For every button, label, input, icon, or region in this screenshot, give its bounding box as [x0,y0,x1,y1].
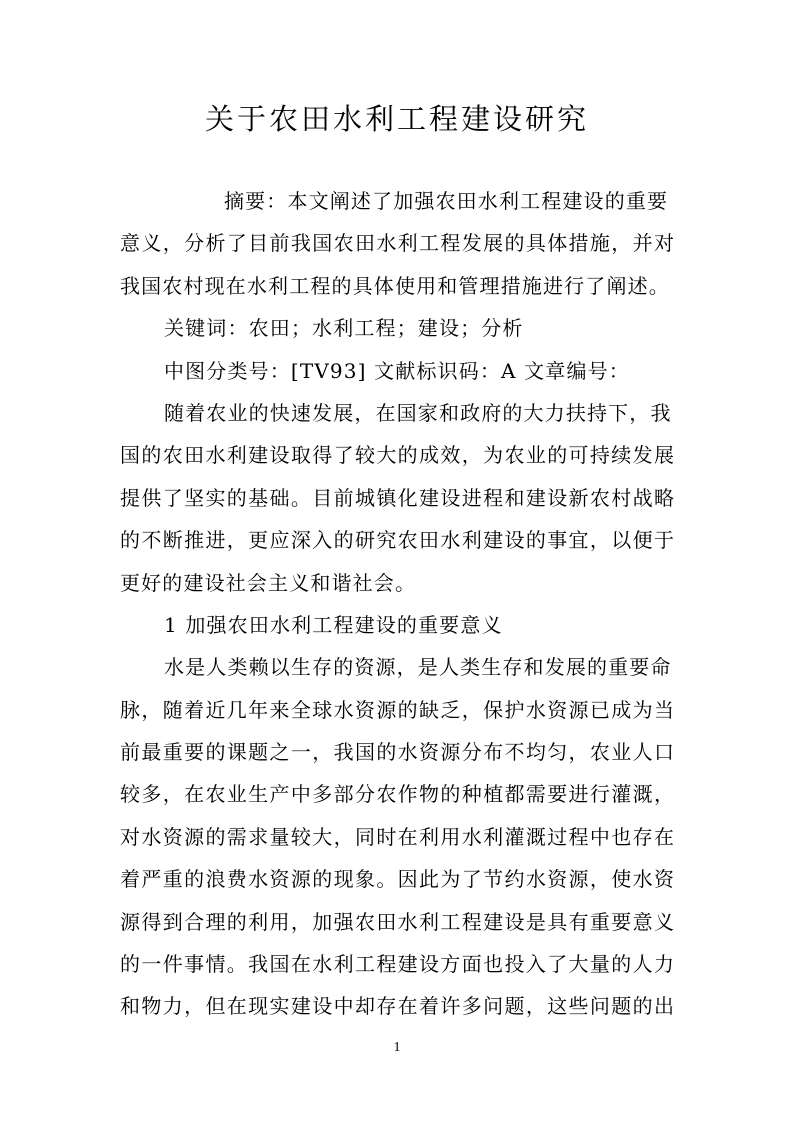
document-title: 关于农田水利工程建设研究 [204,102,589,136]
classification-line: 中图分类号：[TV93] 文献标识码：A 文章编号： [164,358,630,383]
paragraph-line: 的不断推进，更应深入的研究农田水利建设的事宜，以便于 [120,528,674,553]
paragraph-line: 和物力，但在现实建设中却存在着许多问题，这些问题的出 [120,994,674,1019]
paragraph-line: 的一件事情。我国在水利工程建设方面也投入了大量的人力 [120,952,674,977]
paragraph-line: 对水资源的需求量较大，同时在利用水利灌溉过程中也存在 [120,824,674,849]
abstract-line: 我国农村现在水利工程的具体使用和管理措施进行了阐述。 [120,273,670,298]
paragraph-line: 着严重的浪费水资源的现象。因此为了节约水资源，使水资 [120,867,674,892]
document-body [120,180,674,1028]
paragraph-line: 更好的建设社会主义和谐社会。 [120,570,417,595]
paragraph-line: 国的农田水利建设取得了较大的成效，为农业的可持续发展 [120,443,674,468]
paragraph-line: 较多，在农业生产中多部分农作物的种植都需要进行灌溉， [120,782,674,807]
abstract-line: 意义，分析了目前我国农田水利工程发展的具体措施，并对 [120,231,674,256]
paragraph-line: 提供了坚实的基础。目前城镇化建设进程和建设新农村战略 [120,485,674,510]
paragraph-line: 脉，随着近几年来全球水资源的缺乏，保护水资源已成为当 [120,697,674,722]
keywords-line: 关键词：农田；水利工程；建设；分析 [164,316,524,341]
paragraph-line: 水是人类赖以生存的资源，是人类生存和发展的重要命 [164,655,672,680]
paragraph-line: 前最重要的课题之一，我国的水资源分布不均匀，农业人口 [120,740,674,765]
abstract-line: 摘要：本文阐述了加强农田水利工程建设的重要 [224,189,669,213]
paragraph-line: 源得到合理的利用，加强农田水利工程建设是具有重要意义 [120,909,674,934]
section-heading: 1 加强农田水利工程建设的重要意义 [164,612,503,637]
page-number: 1 [393,1040,401,1055]
paragraph-line: 随着农业的快速发展，在国家和政府的大力扶持下，我 [164,400,672,425]
